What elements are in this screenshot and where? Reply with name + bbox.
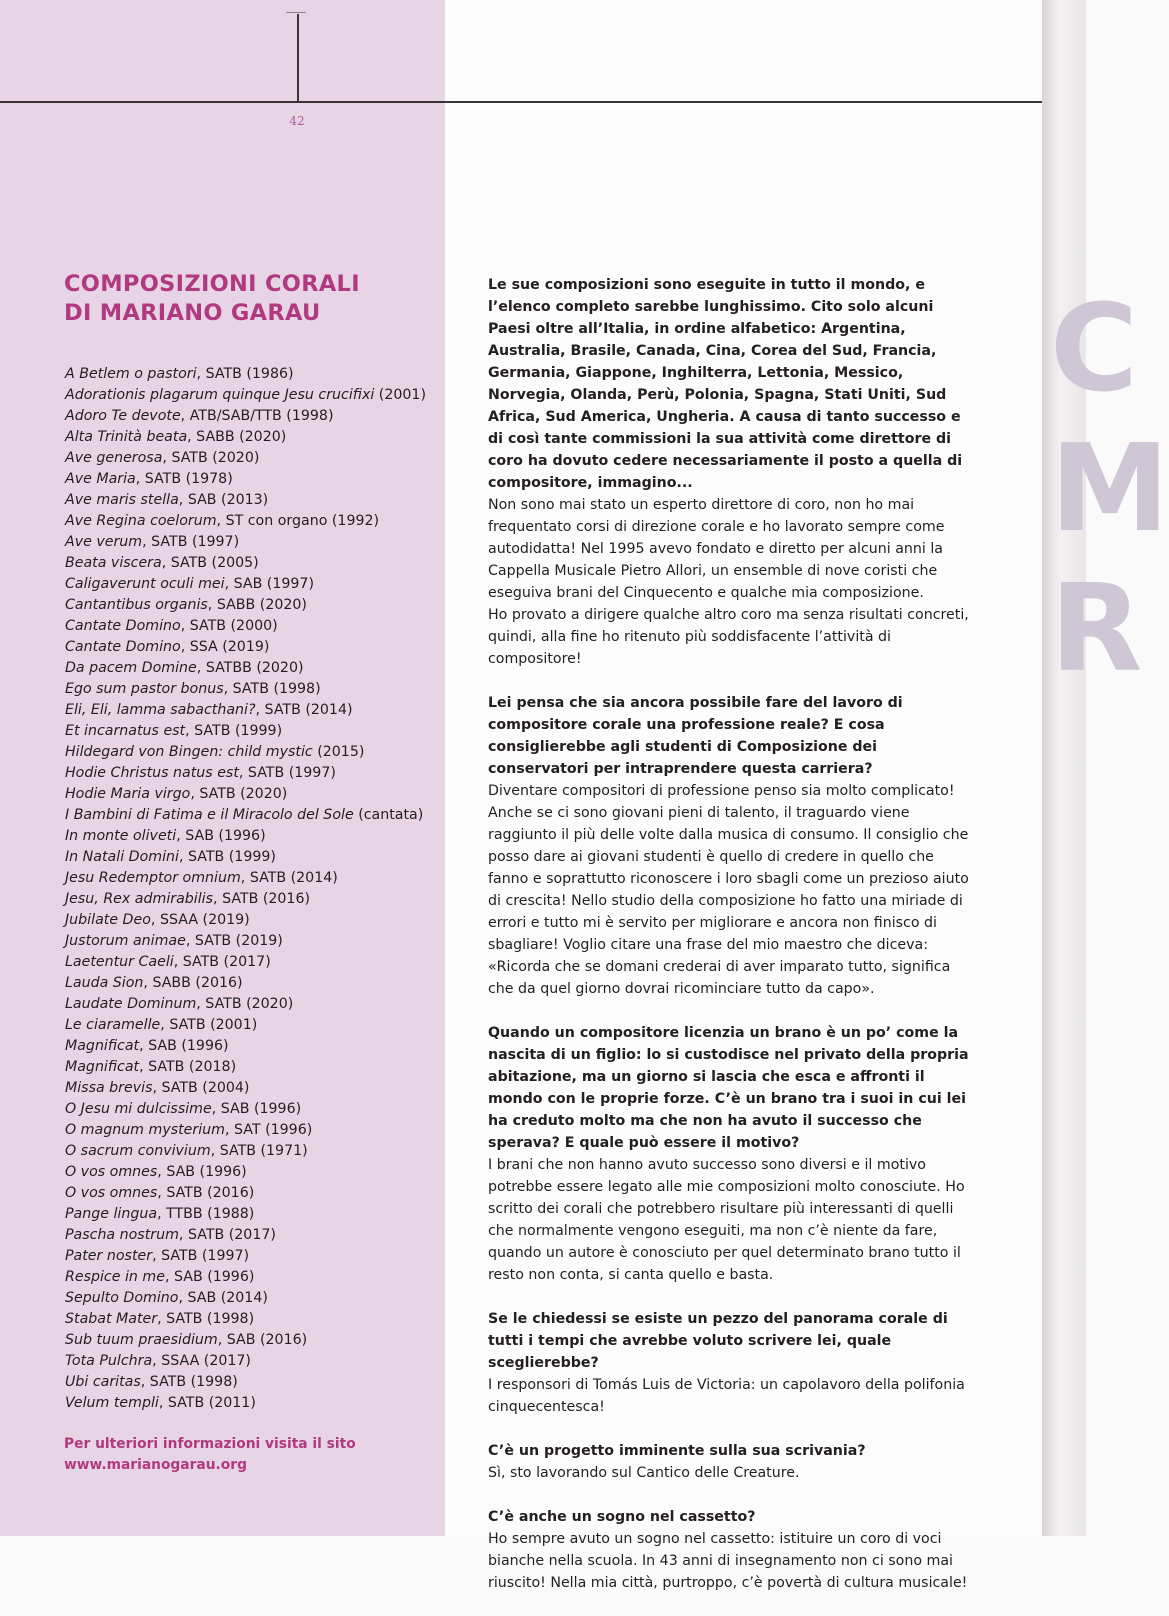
edge-letter: C <box>1050 280 1139 419</box>
composition-detail: SATB (1997) <box>161 1248 250 1264</box>
more-info-text: Per ulteriori informazioni visita il sito <box>64 1436 356 1452</box>
interview-question: Se le chiedessi se esiste un pezzo del panorama corale di tutti i tempi che avrebbe voluto scrivere lei, quale sceglierebbe? <box>488 1311 948 1371</box>
composition-item <box>65 1141 426 1162</box>
composition-title: Le ciaramelle <box>65 1017 161 1033</box>
composition-item <box>65 1246 426 1267</box>
composition-title: Pascha nostrum <box>65 1227 179 1243</box>
separator: , <box>196 996 206 1012</box>
separator: , <box>190 786 200 802</box>
interview-answer: Diventare compositori di professione penso sia molto complicato! Anche se ci sono giovani pieni di talento, il traguardo viene raggiunto il più delle volte dalla musica di consumo. Il consiglio che posso dare ai giovani studenti è quello di credere in quello che fanno e soprattutto riconoscere i loro sbagli come un prezioso aiuto di crescita! Nello studio della composizione ho fatto una miriade di errori e tutto mi è servito per migliorare e ancora non finisco di sbagliare! Voglio citare una frase del mio maestro che diceva: «Ricorda che se domani crederai di aver imparato tutto, significa che da quel giorno dovrai ricominciare tutto da capo». <box>488 783 969 997</box>
separator: , <box>185 933 195 949</box>
composition-item <box>65 1267 426 1288</box>
separator: , <box>173 954 183 970</box>
composition-title: Ave Regina coelorum <box>65 513 217 529</box>
composition-item <box>65 931 426 952</box>
separator: , <box>178 1290 188 1306</box>
composition-detail: SATB (2020) <box>199 786 288 802</box>
separator: , <box>139 1059 149 1075</box>
composition-title: Ave verum <box>65 534 143 550</box>
edge-letter: R <box>1050 560 1143 699</box>
separator: , <box>150 912 160 928</box>
composition-item <box>65 532 426 553</box>
section-title <box>64 270 360 328</box>
section-title-line: COMPOSIZIONI CORALI <box>64 271 360 297</box>
next-page-edge <box>1042 0 1086 1536</box>
composition-item <box>65 763 426 784</box>
separator: , <box>157 1164 167 1180</box>
composition-detail: SATB (2011) <box>167 1395 256 1411</box>
separator: , <box>196 660 206 676</box>
composition-item <box>65 700 426 721</box>
composition-detail: SAB (2013) <box>187 492 269 508</box>
composition-detail: (2015) <box>317 744 365 760</box>
separator: , <box>216 513 226 529</box>
composition-item <box>65 1078 426 1099</box>
separator: , <box>211 1101 221 1117</box>
composition-detail: SATB (2020) <box>205 996 294 1012</box>
composition-item <box>65 1162 426 1183</box>
composition-title: Ego sum pastor bonus <box>65 681 224 697</box>
composition-detail: SATBB (2020) <box>205 660 304 676</box>
composition-detail: SATB (2001) <box>169 1017 258 1033</box>
composition-title: Sub tuum praesidium <box>65 1332 218 1348</box>
composition-item <box>65 1288 426 1309</box>
composition-detail: SATB (1971) <box>219 1143 308 1159</box>
composition-item <box>65 994 426 1015</box>
composition-detail: TTBB (1988) <box>166 1206 255 1222</box>
separator: , <box>143 975 153 991</box>
composition-detail: SATB (2017) <box>182 954 271 970</box>
interview-question: Quando un compositore licenzia un brano è un po’ come la nascita di un figlio: lo si custodisce nel privato della propria abitazione, ma un giorno si lascia che esca e affronti il mondo con le proprie forze. C’è un brano tra i suoi in cui lei ha creduto molto ma che non ha avuto il successo che sperava? E quale può essere il motivo? <box>488 1025 969 1151</box>
composition-detail: SATB (1998) <box>149 1374 238 1390</box>
separator: , <box>157 1206 167 1222</box>
composition-item <box>65 595 426 616</box>
composition-item <box>65 889 426 910</box>
composition-item <box>65 1099 426 1120</box>
separator: , <box>187 429 197 445</box>
interview-block <box>488 1506 976 1594</box>
composition-title: Jesu, Rex admirabilis <box>65 891 214 907</box>
header-rule <box>0 101 1042 103</box>
composition-detail: SAB (1996) <box>185 828 266 844</box>
composition-title: Missa brevis <box>65 1080 153 1096</box>
composition-detail: SATB (1986) <box>205 366 294 382</box>
interview-block <box>488 692 976 1000</box>
interview-block <box>488 1308 976 1418</box>
composition-item <box>65 1057 426 1078</box>
composition-detail: SATB (2014) <box>249 870 338 886</box>
composition-detail: SATB (2020) <box>171 450 260 466</box>
interview-block <box>488 1022 976 1286</box>
composition-title: Sepulto Domino <box>65 1290 179 1306</box>
interview-answer: I brani che non hanno avuto successo sono diversi e il motivo potrebbe essere legato alle mie composizioni molto conosciute. Ho scritto dei corali che potrebbero risultare più interessanti di quelli che normalmente vengono eseguiti, ma non c’è niente da fare, quando un autore è conosciuto per quel determinato brano tutto il resto non conta, si canta quello e basta. <box>488 1157 965 1283</box>
separator: , <box>180 639 190 655</box>
composition-title: Laetentur Caeli <box>65 954 174 970</box>
separator: , <box>238 765 248 781</box>
composition-item <box>65 868 426 889</box>
separator: , <box>176 828 186 844</box>
separator: , <box>135 471 145 487</box>
composition-title: Ave Maria <box>65 471 136 487</box>
section-title-line: DI MARIANO GARAU <box>64 300 321 326</box>
composition-detail: SAB (1997) <box>233 576 314 592</box>
composition-title: Adoro Te devote <box>65 408 181 424</box>
separator: , <box>224 576 234 592</box>
composition-item <box>65 784 426 805</box>
interview-question: Le sue composizioni sono eseguite in tutto il mondo, e l’elenco completo sarebbe lunghissimo. Cito solo alcuni Paesi oltre all’Italia, in ordine alfabetico: Argentina, Australia, Brasile, Canada, Cina, Corea del Sud, Francia, Germania, Giappone, Inghilterra, Lettonia, Messico, Norvegia, Olanda, Perù, Polonia, Spagna, Stati Uniti, Sud Africa, Sud America, Ungheria. A causa di tanto successo e di così tante commissioni la sua attività come direttore di coro ha dovuto cedere necessariamente il posto a quella di compositore, immagino... <box>488 277 963 491</box>
composition-title: Alta Trinità beata <box>65 429 188 445</box>
separator: , <box>157 1311 167 1327</box>
more-info <box>64 1434 356 1476</box>
composition-item <box>65 1183 426 1204</box>
composition-title: Hildegard von Bingen: child mystic <box>65 744 313 760</box>
interview-question: Lei pensa che sia ancora possibile fare del lavoro di compositore corale una professione reale? E cosa consiglierebbe agli studenti di Composizione dei conservatori per intraprendere questa carriera? <box>488 695 903 777</box>
separator: , <box>196 366 206 382</box>
composition-detail: SAB (1996) <box>220 1101 302 1117</box>
composition-item <box>65 448 426 469</box>
composition-title: O vos omnes <box>65 1164 158 1180</box>
composition-detail: SAB (2016) <box>226 1332 308 1348</box>
composition-item <box>65 1372 426 1393</box>
separator: , <box>217 1332 227 1348</box>
separator: , <box>140 1374 150 1390</box>
composition-title: O sacrum convivium <box>65 1143 211 1159</box>
separator: , <box>213 891 223 907</box>
composition-item <box>65 574 426 595</box>
composition-title: Da pacem Domine <box>65 660 197 676</box>
composition-detail: SATB (2016) <box>166 1185 255 1201</box>
composition-detail: SATB (2017) <box>187 1227 276 1243</box>
composition-title: Jubilate Deo <box>65 912 151 928</box>
composition-title: Hodie Christus natus est <box>65 765 239 781</box>
composition-item <box>65 385 426 406</box>
composition-detail: SAB (1996) <box>166 1164 247 1180</box>
composition-detail: SATB (1997) <box>247 765 336 781</box>
separator: , <box>178 1227 188 1243</box>
composition-detail: SATB (1997) <box>151 534 240 550</box>
interview-column <box>488 274 976 1616</box>
separator: , <box>160 1017 170 1033</box>
composition-title: Et incarnatus est <box>65 723 186 739</box>
separator: , <box>157 1185 167 1201</box>
composition-item <box>65 721 426 742</box>
composition-detail: SATB (1978) <box>144 471 233 487</box>
composition-item <box>65 1204 426 1225</box>
composition-detail: SSAA (2017) <box>161 1353 251 1369</box>
composition-detail: (2001) <box>378 387 426 403</box>
composition-detail: SSAA (2019) <box>159 912 250 928</box>
composition-detail: SSA (2019) <box>189 639 270 655</box>
composition-title: In monte oliveti <box>65 828 177 844</box>
crop-mark <box>297 14 299 102</box>
composition-detail: SAT (1996) <box>234 1122 313 1138</box>
separator: , <box>180 618 190 634</box>
separator: , <box>240 870 250 886</box>
composition-title: Cantantibus organis <box>65 597 208 613</box>
compositions-list <box>65 364 426 1414</box>
composition-detail: SATB (2005) <box>170 555 259 571</box>
composition-detail: SATB (2014) <box>264 702 353 718</box>
interview-answer: I responsori di Tomás Luis de Victoria: un capolavoro della polifonia cinquecentesca! <box>488 1377 965 1415</box>
composition-detail: SATB (1999) <box>187 849 276 865</box>
composition-title: O Jesu mi dulcissime <box>65 1101 212 1117</box>
composition-title: Respice in me <box>65 1269 165 1285</box>
composition-title: O magnum mysterium <box>65 1122 225 1138</box>
composition-title: O vos omnes <box>65 1185 158 1201</box>
composition-title: Adorationis plagarum quinque Jesu crucifixi <box>65 387 375 403</box>
composition-title: Ave maris stella <box>65 492 179 508</box>
composition-detail: SABB (2016) <box>152 975 243 991</box>
composition-title: Magnificat <box>65 1059 140 1075</box>
composition-item <box>65 847 426 868</box>
composition-detail: SATB (2019) <box>194 933 283 949</box>
composition-item <box>65 826 426 847</box>
composition-detail: SATB (2018) <box>148 1059 237 1075</box>
composition-item <box>65 1393 426 1414</box>
composition-item <box>65 973 426 994</box>
separator: , <box>255 702 265 718</box>
separator: , <box>185 723 195 739</box>
composition-title: In Natali Domini <box>65 849 179 865</box>
interview-answer: Sì, sto lavorando sul Cantico delle Creature. <box>488 1465 800 1481</box>
composition-item <box>65 910 426 931</box>
separator: , <box>142 534 152 550</box>
separator: , <box>152 1353 162 1369</box>
composition-title: Justorum animae <box>65 933 186 949</box>
composition-item <box>65 490 426 511</box>
composition-item <box>65 511 426 532</box>
composition-detail: SATB (2004) <box>161 1080 250 1096</box>
crop-mark <box>286 12 306 13</box>
separator: , <box>139 1038 149 1054</box>
composition-item <box>65 679 426 700</box>
composition-title: A Betlem o pastori <box>65 366 197 382</box>
composition-detail: SATB (2016) <box>222 891 311 907</box>
separator: , <box>158 1395 168 1411</box>
interview-question: C’è anche un sogno nel cassetto? <box>488 1509 756 1525</box>
composition-item <box>65 616 426 637</box>
composition-detail: SATB (1999) <box>194 723 283 739</box>
composition-detail: (cantata) <box>358 807 424 823</box>
composition-detail: SAB (1996) <box>174 1269 255 1285</box>
composition-detail: SABB (2020) <box>196 429 287 445</box>
composition-item <box>65 1351 426 1372</box>
separator: , <box>210 1143 220 1159</box>
edge-letter: M <box>1050 420 1169 559</box>
composition-item <box>65 406 426 427</box>
composition-title: I Bambini di Fatima e il Miracolo del Sole <box>65 807 354 823</box>
composition-item <box>65 658 426 679</box>
separator: , <box>161 555 171 571</box>
composition-title: Stabat Mater <box>65 1311 158 1327</box>
composition-item <box>65 952 426 973</box>
separator: , <box>223 681 233 697</box>
composition-title: Cantate Domino <box>65 639 181 655</box>
separator: , <box>207 597 217 613</box>
separator: , <box>164 1269 174 1285</box>
composition-item <box>65 469 426 490</box>
composition-item <box>65 805 426 826</box>
composition-item <box>65 1015 426 1036</box>
separator: , <box>152 1080 162 1096</box>
composition-title: Tota Pulchra <box>65 1353 153 1369</box>
composition-title: Jesu Redemptor omnium <box>65 870 241 886</box>
composition-detail: SATB (1998) <box>232 681 321 697</box>
website-link[interactable]: www.marianogarau.org <box>64 1457 247 1473</box>
interview-answer: Non sono mai stato un esperto direttore di coro, non ho mai frequentato corsi di direzione corale e ho lavorato sempre come autodidatta! Nel 1995 avevo fondato e diretto per alcuni anni la Cappella Musicale Pietro Allori, un ensemble di nove coristi che eseguiva brani del Cinquecento e qualche mia composizione. <box>488 497 945 601</box>
composition-title: Eli, Eli, lamma sabacthani? <box>65 702 256 718</box>
composition-item <box>65 1036 426 1057</box>
interview-question: C’è un progetto imminente sulla sua scrivania? <box>488 1443 866 1459</box>
composition-title: Pater noster <box>65 1248 153 1264</box>
composition-item <box>65 637 426 658</box>
composition-title: Ave generosa <box>65 450 163 466</box>
separator: , <box>152 1248 162 1264</box>
composition-item <box>65 553 426 574</box>
composition-detail: SABB (2020) <box>216 597 307 613</box>
composition-title: Hodie Maria virgo <box>65 786 191 802</box>
separator: , <box>180 408 190 424</box>
composition-item <box>65 1120 426 1141</box>
interview-block <box>488 1440 976 1484</box>
composition-detail: SAB (2014) <box>187 1290 268 1306</box>
composition-item <box>65 1309 426 1330</box>
composition-title: Magnificat <box>65 1038 140 1054</box>
composition-detail: SATB (2000) <box>189 618 278 634</box>
composition-detail: SATB (1998) <box>166 1311 255 1327</box>
composition-title: Cantate Domino <box>65 618 181 634</box>
interview-answer: Ho sempre avuto un sogno nel cassetto: istituire un coro di voci bianche nella scuola. In 43 anni di insegnamento non ci sono mai riuscito! Nella mia città, purtroppo, c’è povertà di cultura musicale! <box>488 1531 968 1591</box>
composition-detail: ST con organo (1992) <box>225 513 380 529</box>
composition-item <box>65 1330 426 1351</box>
composition-item <box>65 427 426 448</box>
composition-item <box>65 364 426 385</box>
interview-block <box>488 274 976 670</box>
separator: , <box>178 492 188 508</box>
composition-item <box>65 1225 426 1246</box>
composition-title: Laudate Dominum <box>65 996 197 1012</box>
page-number: 42 <box>289 114 305 128</box>
separator: , <box>225 1122 235 1138</box>
composition-title: Caligaverunt oculi mei <box>65 576 225 592</box>
composition-detail: ATB/SAB/TTB (1998) <box>189 408 334 424</box>
separator: , <box>178 849 188 865</box>
separator: , <box>162 450 172 466</box>
composition-detail: SAB (1996) <box>148 1038 229 1054</box>
interview-answer: Ho provato a dirigere qualche altro coro ma senza risultati concreti, quindi, alla fine ho ritenuto più soddisfacente l’attività di compositore! <box>488 607 969 667</box>
composition-title: Pange lingua <box>65 1206 158 1222</box>
composition-title: Velum templi <box>65 1395 159 1411</box>
composition-item <box>65 742 426 763</box>
composition-title: Lauda Sion <box>65 975 144 991</box>
composition-title: Beata viscera <box>65 555 162 571</box>
composition-title: Ubi caritas <box>65 1374 141 1390</box>
